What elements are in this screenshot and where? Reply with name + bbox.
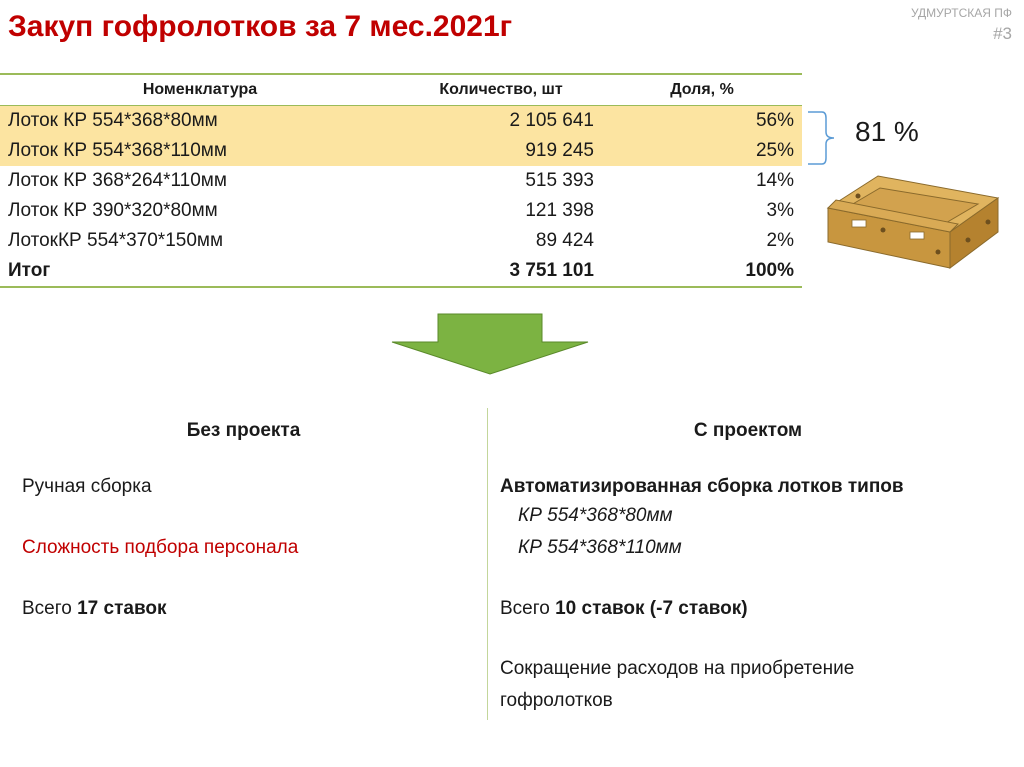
row-qty: 515 393 — [525, 170, 594, 191]
table-total-row — [0, 256, 802, 287]
table-row — [0, 196, 802, 226]
total-name: Итог — [0, 256, 400, 287]
slide-number: #3 — [993, 24, 1012, 43]
header-share: Доля, % — [602, 74, 802, 106]
down-arrow-icon — [388, 312, 592, 376]
table-header-row — [0, 74, 802, 106]
tray-type-1: КР 554*368*80мм — [518, 505, 673, 526]
with-total-prefix: Всего — [500, 598, 556, 619]
table-row — [0, 136, 802, 166]
row-share: 3% — [766, 200, 794, 221]
table-row — [0, 226, 802, 256]
row-share: 25% — [602, 136, 802, 166]
slide-corner — [911, 6, 1012, 44]
without-total-prefix: Всего — [22, 598, 78, 619]
cardboard-tray-icon — [818, 168, 1008, 288]
row-name: Лоток КР 368*264*110мм — [8, 170, 227, 191]
staffing-difficulty-text: Сложность подбора персонала — [22, 537, 299, 558]
row-share: 2% — [766, 230, 794, 251]
cost-reduction-line2: гофролотков — [500, 690, 613, 711]
comparison-divider — [487, 408, 488, 720]
header-quantity: Количество, шт — [400, 74, 602, 106]
tray-type-2: КР 554*368*110мм — [518, 537, 682, 558]
with-total-value: 10 ставок (-7 ставок) — [555, 598, 748, 619]
row-name: Лоток КР 390*320*80мм — [8, 200, 218, 221]
purchase-table — [0, 73, 802, 288]
table-row — [0, 106, 802, 137]
org-name: УДМУРТСКАЯ ПФ — [910, 6, 1012, 20]
header-nomenclature: Номенклатура — [0, 74, 400, 106]
row-share: 56% — [602, 106, 802, 137]
total-share: 100% — [602, 256, 802, 287]
slide-title: Закуп гофролотков за 7 мес.2021г — [8, 10, 513, 43]
total-qty: 3 751 101 — [400, 256, 602, 287]
row-qty: 89 424 — [535, 230, 594, 251]
automated-assembly-text: Автоматизированная сборка лотков типов — [500, 476, 904, 497]
row-name: Лоток КР 554*368*80мм — [0, 106, 400, 137]
bracket-icon — [806, 110, 846, 166]
share-summary-label: 81 % — [855, 116, 919, 147]
with-project-heading: С проектом — [693, 420, 803, 441]
table-row — [0, 166, 802, 196]
row-qty: 121 398 — [525, 200, 594, 221]
row-name: Лоток КР 554*368*110мм — [0, 136, 400, 166]
row-share: 14% — [755, 170, 794, 191]
cost-reduction-line1: Сокращение расходов на приобретение — [500, 658, 855, 679]
manual-assembly-text: Ручная сборка — [22, 476, 152, 497]
without-total-text — [22, 598, 167, 620]
row-qty: 2 105 641 — [400, 106, 602, 137]
row-name: ЛотокКР 554*370*150мм — [8, 230, 224, 251]
with-total-text — [500, 598, 748, 620]
without-project-heading: Без проекта — [186, 420, 301, 441]
row-qty: 919 245 — [400, 136, 602, 166]
without-total-value: 17 ставок — [77, 598, 167, 619]
